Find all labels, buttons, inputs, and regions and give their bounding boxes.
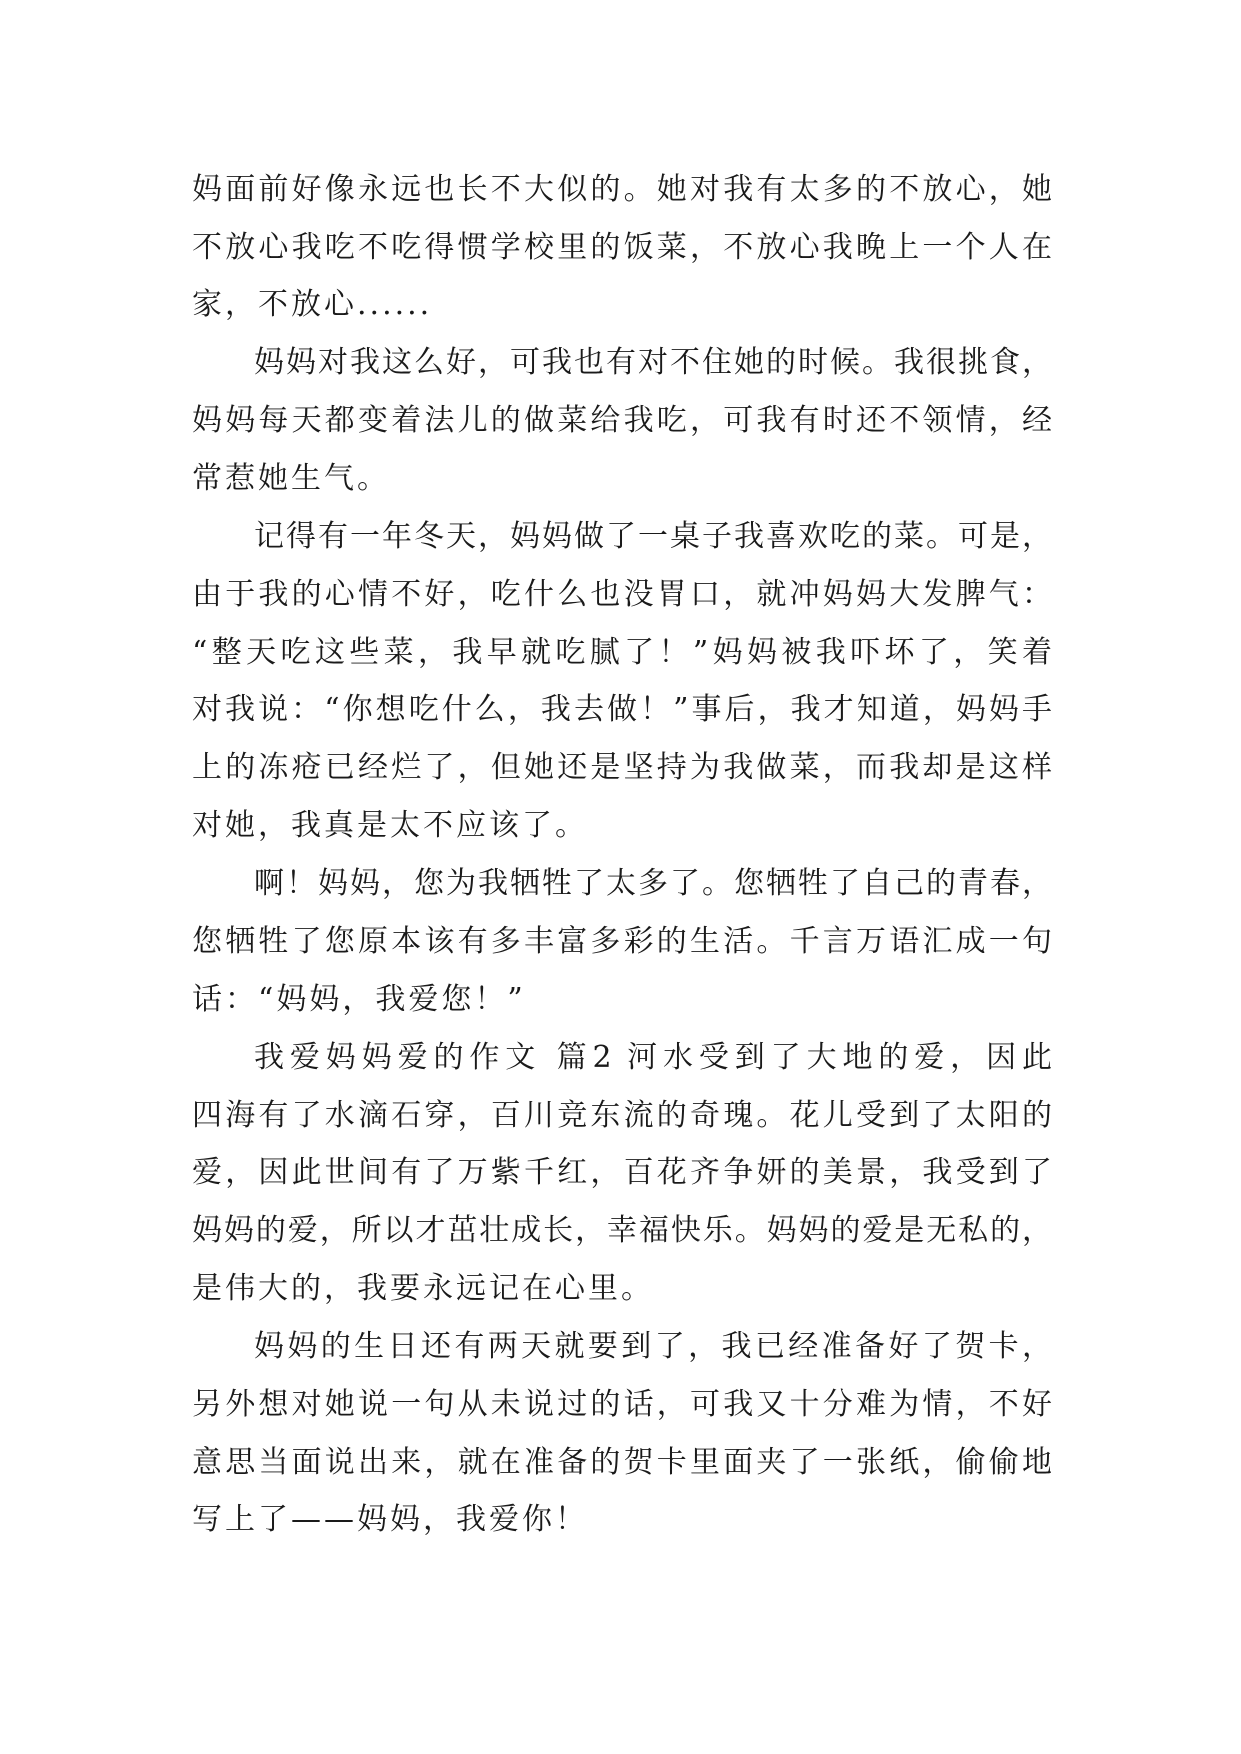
text-line: “整天吃这些菜，我早就吃腻了！”妈妈被我吓坏了，笑着	[192, 635, 1052, 670]
text-line: 写上了——妈妈，我爱你！	[192, 1502, 588, 1537]
text-line: 家，不放心......	[192, 287, 433, 322]
text-line: 对她，我真是太不应该了。	[192, 808, 588, 843]
text-line: 另外想对她说一句从未说过的话，可我又十分难为情，不好	[192, 1387, 1052, 1422]
paragraph-first-line: 妈妈的生日还有两天就要到了，我已经准备好了贺卡，	[254, 1329, 1052, 1364]
text-line: 妈妈每天都变着法儿的做菜给我吃，可我有时还不领情，经	[192, 403, 1052, 438]
text-line: 话：“妈妈，我爱您！”	[192, 982, 526, 1017]
text-line: 常惹她生气。	[192, 461, 390, 496]
text-line: 对我说：“你想吃什么，我去做！”事后，我才知道，妈妈手	[192, 692, 1052, 727]
paragraph-first-line: 记得有一年冬天，妈妈做了一桌子我喜欢吃的菜。可是，	[254, 519, 1052, 554]
text-line: 上的冻疮已经烂了，但她还是坚持为我做菜，而我却是这样	[192, 750, 1052, 785]
text-line: 不放心我吃不吃得惯学校里的饭菜，不放心我晚上一个人在	[192, 230, 1052, 265]
section-heading-line: 我爱妈妈爱的作文 篇2 河水受到了大地的爱，因此	[254, 1040, 1052, 1075]
text-line: 由于我的心情不好，吃什么也没胃口，就冲妈妈大发脾气：	[192, 577, 1052, 612]
paragraph-first-line: 妈妈对我这么好，可我也有对不住她的时候。我很挑食，	[254, 345, 1052, 380]
text-line: 您牺牲了您原本该有多丰富多彩的生活。千言万语汇成一句	[192, 924, 1052, 959]
text-line: 四海有了水滴石穿，百川竞东流的奇瑰。花儿受到了太阳的	[192, 1098, 1052, 1133]
text-line: 是伟大的，我要永远记在心里。	[192, 1271, 654, 1306]
text-line: 妈妈的爱，所以才茁壮成长，幸福快乐。妈妈的爱是无私的，	[192, 1213, 1052, 1248]
paragraph-first-line: 啊！妈妈，您为我牺牲了太多了。您牺牲了自己的青春，	[254, 866, 1052, 901]
text-line: 爱，因此世间有了万紫千红，百花齐争妍的美景，我受到了	[192, 1155, 1052, 1190]
text-line: 意思当面说出来，就在准备的贺卡里面夹了一张纸，偷偷地	[192, 1445, 1052, 1480]
text-line: 妈面前好像永远也长不大似的。她对我有太多的不放心，她	[192, 172, 1052, 207]
